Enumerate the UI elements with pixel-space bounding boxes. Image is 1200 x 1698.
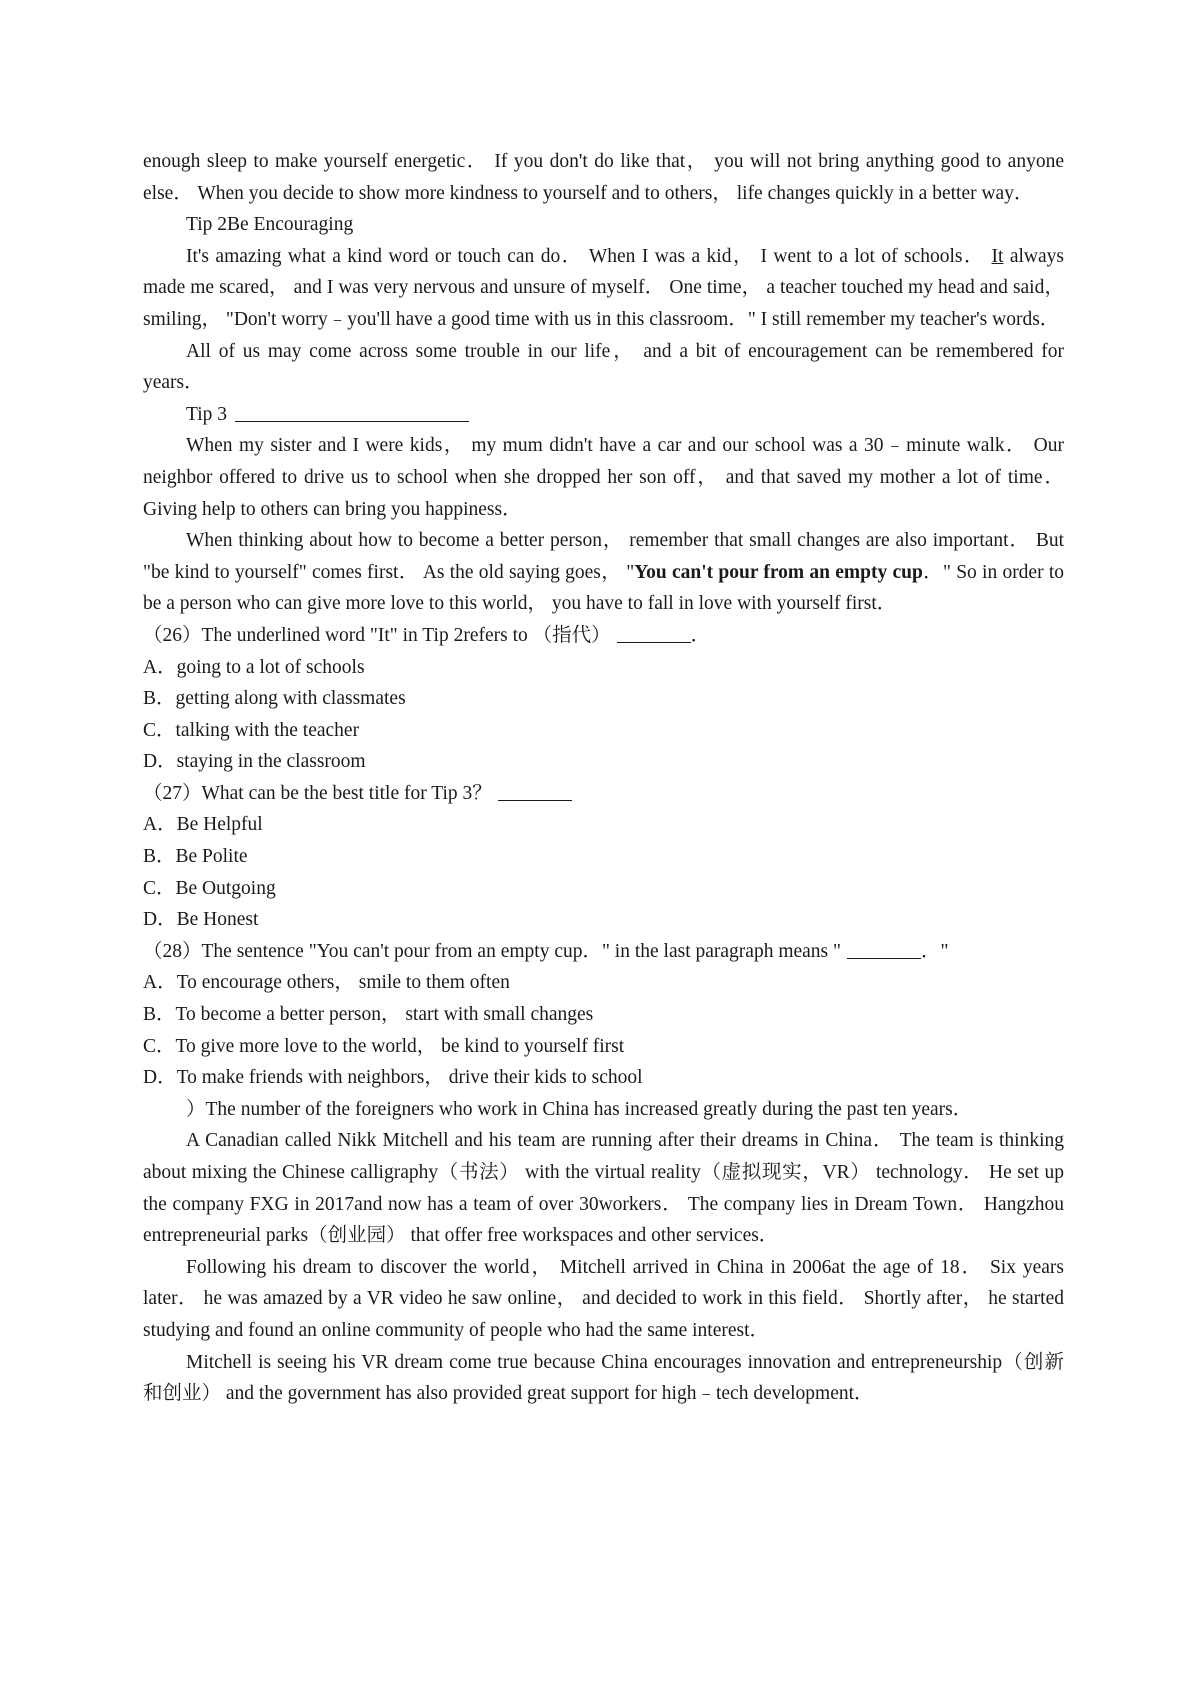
- question-28-option-d: D．To make friends with neighbors， drive their kids to school: [143, 1067, 643, 1089]
- question-27-option-b: B．Be Polite: [143, 846, 248, 868]
- tip2-paragraph-1: [143, 241, 1064, 336]
- question-28-option-c: C．To give more love to the world， be kind to yourself first: [143, 1035, 625, 1057]
- question-27-option-c: C．Be Outgoing: [143, 877, 276, 899]
- question-27-text: （27）What can be the best title for Tip 3？: [143, 782, 492, 804]
- final-text-after: ．" So in order to be a person who can give more love to this world， you have to fall in love with yourself first．: [143, 561, 1064, 615]
- tip2-paragraph-2: All of us may come across some trouble in our life， and a bit of encouragement can be remembered for years．: [143, 340, 1064, 394]
- question-26-blank: [617, 622, 691, 643]
- tip2-heading: Tip 2Be Encouraging: [186, 214, 354, 236]
- tip2-p1-text-before: It's amazing what a kind word or touch can do． When I was a kid， I went to a lot of schools．: [186, 245, 992, 267]
- passage2-paragraph-3: Following his dream to discover the world， Mitchell arrived in China in 2006at the age of 18． Six years later． he was amazed by a VR video he saw online， and decided to work in this field． Shortly after， he started studying and found an online community of people who had the same interest．: [143, 1256, 1064, 1341]
- tip3-heading: Tip 3: [186, 403, 228, 425]
- passage2-paragraph-2: A Canadian called Nikk Mitchell and his team are running after their dreams in China． The team is thinking about mixing the Chinese calligraphy（书法） with the virtual reality（虚拟现实，VR） technology． He set up the company FXG in 2017and now has a team of over 30workers． The company lies in Dream Town． Hangzhou entrepreneurial parks（创业园） that offer free workspaces and other services．: [143, 1130, 1064, 1247]
- question-28-stem: [143, 936, 1064, 968]
- tip3-heading-line: [143, 399, 1064, 431]
- question-26-stem: [143, 620, 1064, 652]
- tip3-paragraph: When my sister and I were kids， my mum didn't have a car and our school was a 30﹣minute walk． Our neighbor offered to drive us to school when she dropped her son off， and that saved my mother a lot of time． Giving help to others can bring you happiness．: [143, 435, 1064, 520]
- question-28-blank: [847, 938, 921, 959]
- passage2-paragraph-1: ）The number of the foreigners who work in China has increased greatly during the past ten years．: [186, 1098, 973, 1120]
- question-26-option-c: C．talking with the teacher: [143, 719, 360, 741]
- document-page: [143, 146, 1064, 1410]
- question-28-option-a: A．To encourage others， smile to them often: [143, 972, 510, 994]
- question-26-option-a: A．going to a lot of schools: [143, 656, 365, 678]
- final-text-before: When thinking about how to become a better person， remember that small changes are also important． But "be kind to yourself" comes first． As the old saying goes， ": [143, 530, 1064, 583]
- tip3-title-blank: [235, 401, 469, 422]
- question-27-option-d: D．Be Honest: [143, 909, 259, 931]
- question-28-text: （28）The sentence "You can't pour from an empty cup．" in the last paragraph means ": [143, 940, 841, 962]
- underlined-word-it: It: [991, 245, 1004, 267]
- question-26-option-b: B．getting along with classmates: [143, 688, 406, 710]
- paragraph-intro: enough sleep to make yourself energetic． If you don't do like that， you will not bring anything good to anyone else． When you decide to show more kindness to yourself and to others， life changes quickly in a better way．: [143, 151, 1064, 204]
- question-26-text: （26）The underlined word "It" in Tip 2refers to （指代）: [143, 624, 611, 646]
- bold-saying: You can't pour from an empty cup: [634, 561, 923, 583]
- question-26-option-d: D．staying in the classroom: [143, 751, 366, 773]
- tip2-p1-text-after: always made me scared， and I was very nervous and unsure of myself． One time， a teacher touched my head and said， smiling， "Don't worry﹣you'll have a good time with us in this classroom．" I still remember my teacher's words．: [143, 245, 1064, 330]
- question-28-option-b: B．To become a better person， start with small changes: [143, 1004, 594, 1026]
- question-27-option-a: A．Be Helpful: [143, 814, 263, 836]
- question-28-tail: ．": [920, 940, 949, 962]
- question-26-tail: ．: [690, 624, 711, 646]
- question-27-stem: [143, 778, 1064, 810]
- final-paragraph: [143, 525, 1064, 620]
- question-27-blank: [498, 780, 572, 801]
- passage2-paragraph-4: Mitchell is seeing his VR dream come true because China encourages innovation and entrepreneurship（创新和创业） and the government has also provided great support for high﹣tech development．: [143, 1351, 1064, 1405]
